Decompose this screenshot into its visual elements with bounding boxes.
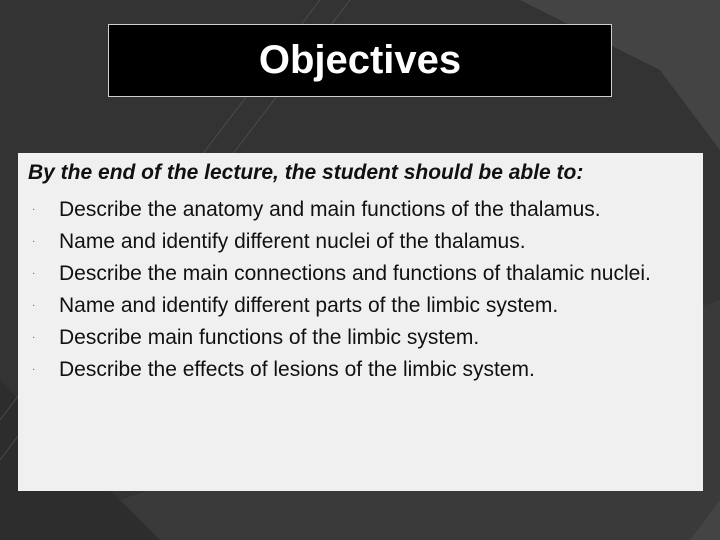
bullet-icon: · — [32, 268, 36, 279]
list-item-text: Name and identify different parts of the limbic system. — [59, 294, 559, 317]
bullet-icon: · — [32, 204, 36, 215]
list-item — [18, 258, 698, 290]
bullet-icon: · — [32, 364, 36, 375]
list-item — [18, 226, 698, 258]
list-item — [18, 194, 698, 226]
intro-text: By the end of the lecture, the student should be able to: — [28, 161, 584, 184]
list-item — [18, 290, 698, 322]
slide-title: Objectives — [258, 38, 462, 82]
bullet-icon: · — [32, 236, 36, 247]
list-item-text: Describe main functions of the limbic system. — [59, 326, 480, 349]
list-item-text: Describe the anatomy and main functions of the thalamus. — [59, 198, 601, 221]
list-item-text: Describe the main connections and functions of thalamic nuclei. — [59, 262, 651, 285]
objectives-list — [18, 194, 698, 386]
list-item-text: Describe the effects of lesions of the limbic system. — [59, 358, 535, 381]
bullet-icon: · — [32, 300, 36, 311]
title-box — [108, 24, 612, 97]
bullet-icon: · — [32, 332, 36, 343]
list-item-text: Name and identify different nuclei of the thalamus. — [59, 230, 526, 253]
list-item — [18, 322, 698, 354]
list-item — [18, 354, 698, 386]
content-box — [18, 153, 703, 491]
